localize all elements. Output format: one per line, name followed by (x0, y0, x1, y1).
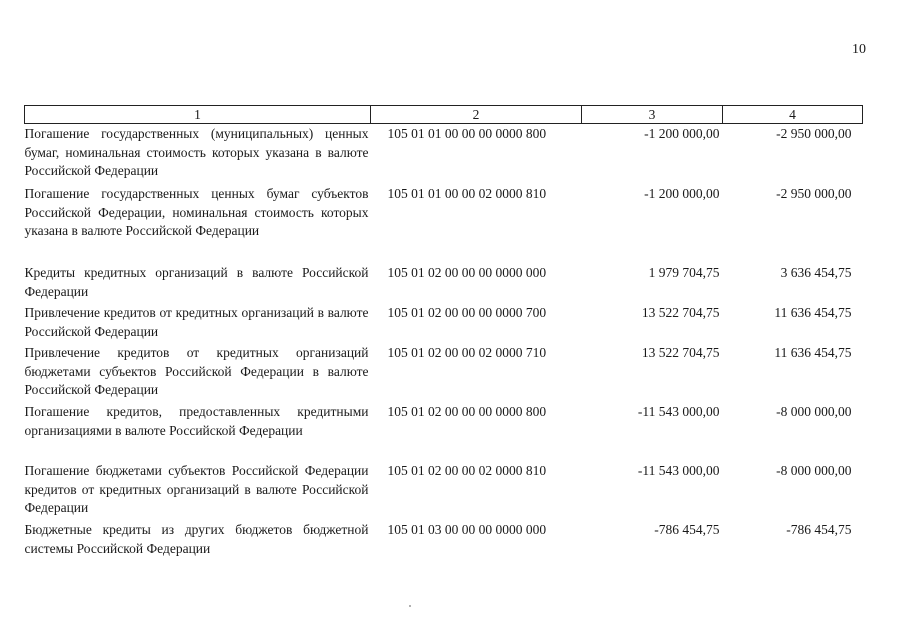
row-value-1: -11 543 000,00 (637, 404, 720, 419)
row-name: Бюджетные кредиты из других бюджетов бюджетной системы Российской Федерации (24, 522, 369, 556)
row-value-1: -1 200 000,00 (644, 186, 720, 201)
row-value-2: -8 000 000,00 (776, 404, 852, 419)
row-value-2: -786 454,75 (786, 522, 852, 537)
row-code: 105 01 02 00 00 02 0000 710 (387, 345, 547, 360)
row-value-2: 11 636 454,75 (774, 345, 852, 360)
row-code: 105 01 02 00 00 00 0000 000 (387, 265, 547, 280)
row-value-1: -786 454,75 (654, 522, 720, 537)
row-value-2: -2 950 000,00 (776, 186, 852, 201)
row-name: Кредиты кредитных организаций в валюте Российской Федерации (24, 265, 369, 299)
row-value-1: -1 200 000,00 (644, 126, 720, 141)
row-name: Привлечение кредитов от кредитных организаций бюджетами субъектов Российской Федерации в валюте Российской Федерации (24, 345, 369, 397)
table-row (25, 303, 863, 343)
column-number-row (25, 106, 863, 124)
column-number-2: 2 (371, 106, 582, 124)
table-row (25, 343, 863, 402)
row-value-2: -2 950 000,00 (776, 126, 852, 141)
table-row (25, 263, 863, 303)
row-value-1: 1 979 704,75 (648, 265, 720, 280)
row-code: 105 01 03 00 00 00 0000 000 (387, 522, 547, 537)
row-name: Погашение бюджетами субъектов Российской Федерации кредитов от кредитных организаций в валюте Российской Федерации (24, 463, 369, 515)
row-value-2: -8 000 000,00 (776, 463, 852, 478)
column-number-4: 4 (723, 106, 863, 124)
row-value-1: 13 522 704,75 (641, 345, 720, 360)
row-code: 105 01 02 00 00 02 0000 810 (387, 463, 547, 478)
column-number-3: 3 (582, 106, 723, 124)
table-row (25, 124, 863, 185)
budget-sources-table (24, 105, 863, 561)
row-name: Погашение государственных (муниципальных) ценных бумаг, номинальная стоимость которых указана в валюте Российской Федерации (24, 126, 369, 178)
row-name: Привлечение кредитов от кредитных организаций в валюте Российской Федерации (24, 305, 369, 339)
scan-speck (409, 605, 411, 607)
page-number: 10 (852, 42, 866, 57)
row-value-2: 11 636 454,75 (774, 305, 852, 320)
table-row (25, 461, 863, 520)
row-value-1: -11 543 000,00 (637, 463, 720, 478)
table-row (25, 402, 863, 461)
row-code: 105 01 01 00 00 00 0000 800 (387, 126, 547, 141)
row-name: Погашение государственных ценных бумаг субъектов Российской Федерации, номинальная стоимость которых указана в валюте Российской Федерации (24, 186, 369, 238)
row-code: 105 01 01 00 00 02 0000 810 (387, 186, 547, 201)
column-number-1: 1 (25, 106, 371, 124)
table-row (25, 184, 863, 263)
row-value-2: 3 636 454,75 (780, 265, 852, 280)
row-code: 105 01 02 00 00 00 0000 800 (387, 404, 547, 419)
row-code: 105 01 02 00 00 00 0000 700 (387, 305, 547, 320)
row-value-1: 13 522 704,75 (641, 305, 720, 320)
table-row (25, 520, 863, 561)
row-name: Погашение кредитов, предоставленных кредитными организациями в валюте Российской Федерации (24, 404, 369, 438)
